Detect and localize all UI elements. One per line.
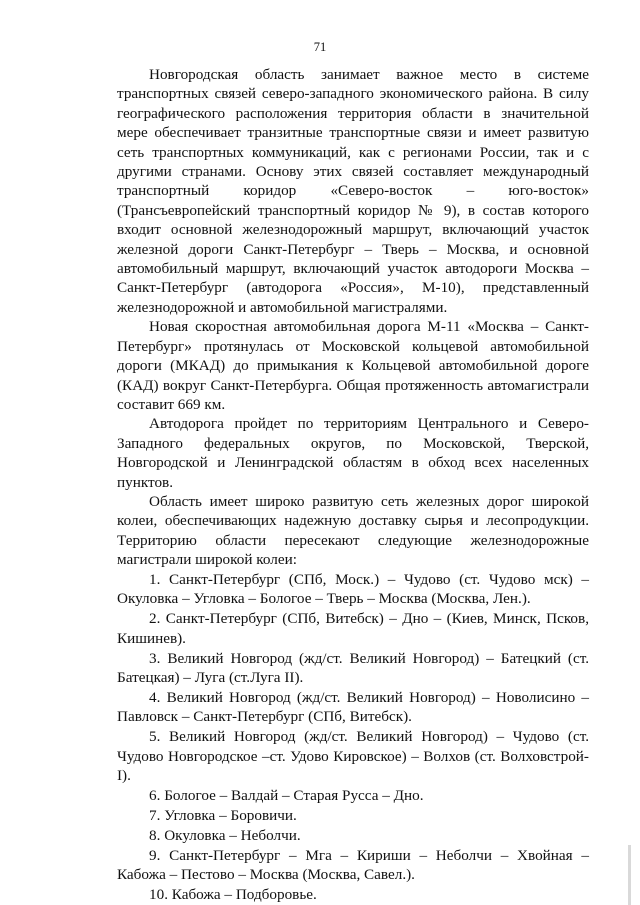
railway-list-item-1: 1. Санкт-Петербург (СПб, Моск.) – Чудово (ст. Чудово мск) – Окуловка – Угловка – Бологое – Тверь – Москва (Москва, Лен.). xyxy=(117,571,589,608)
railway-list-item-6: 6. Бологое – Валдай – Старая Русса – Дно. xyxy=(149,787,424,805)
railway-list-item-5: 5. Великий Новгород (жд/ст. Великий Новгород) – Чудово (ст. Чудово Новгородское –ст. Удово Кировское) – Волхов (ст. Волховстрой-I). xyxy=(117,728,589,785)
scan-edge-shadow xyxy=(628,845,631,905)
railway-list-item-10: 10. Кабожа – Подборовье. xyxy=(149,886,317,904)
railway-list-item-2: 2. Санкт-Петербург (СПб, Витебск) – Дно – (Киев, Минск, Псков, Кишинев). xyxy=(117,610,589,647)
paragraph-highway-route: Автодорога пройдет по территориям Центрального и Северо-Западного федеральных округов, по Московской, Тверской, Новгородской и Ленинградской областям в обход всех населенных пунктов. xyxy=(117,415,589,491)
railway-list-item-8: 8. Окуловка – Неболчи. xyxy=(149,826,301,844)
railway-list-item-7: 7. Угловка – Боровичи. xyxy=(149,806,297,824)
paragraph-m11-highway: Новая скоростная автомобильная дорога М-11 «Москва – Санкт-Петербург» протянулась от Московской кольцевой автомобильной дороги (МКАД) до примыкания к Кольцевой автомобильной дороге (КАД) вокруг Санкт-Петербурга. Общая протяженность автомагистрали составит 669 км. xyxy=(117,318,589,413)
railway-list-item-9: 9. Санкт-Петербург – Мга – Кириши – Неболчи – Хвойная – Кабожа – Пестово – Москва (Москва, Савел.). xyxy=(117,846,589,884)
railway-list-item-4: 4. Великий Новгород (жд/ст. Великий Новгород) – Новолисино – Павловск – Санкт-Петербург (СПб, Витебск). xyxy=(117,689,589,726)
paragraph-region-overview: Новгородская область занимает важное место в системе транспортных связей северо-западного экономического района. В силу географического расположения территория области в значительной мере обеспечивает транзитные транспортные связи и имеет развитую сеть транспортных коммуникаций, как с регионами России, так и с другими странами. Основу этих связей составляет международный транспортный коридор «Северо-восток – юго-восток» (Трансъевропейский транспортный коридор № 9), в состав которого входит основной железнодорожный маршрут, включающий участок железной дороги Санкт-Петербург – Тверь – Москва, и основной автомобильный маршрут, включающий участок автодороги Москва – Санкт-Петербург (автодорога «Россия», М-10), представленный железнодорожной и автомобильной магистралями. xyxy=(117,66,589,316)
page-number: 71 xyxy=(313,40,327,54)
paragraph-railway-network: Область имеет широко развитую сеть железных дорог широкой колеи, обеспечивающих надежную доставку сырья и лесопродукции. Территорию области пересекают следующие железнодорожные магистрали широкой колеи: xyxy=(117,492,589,569)
railway-list-item-3: 3. Великий Новгород (жд/ст. Великий Новгород) – Батецкий (ст. Батецкая) – Луга (ст.Луга II). xyxy=(117,649,589,687)
document-body xyxy=(117,65,589,904)
